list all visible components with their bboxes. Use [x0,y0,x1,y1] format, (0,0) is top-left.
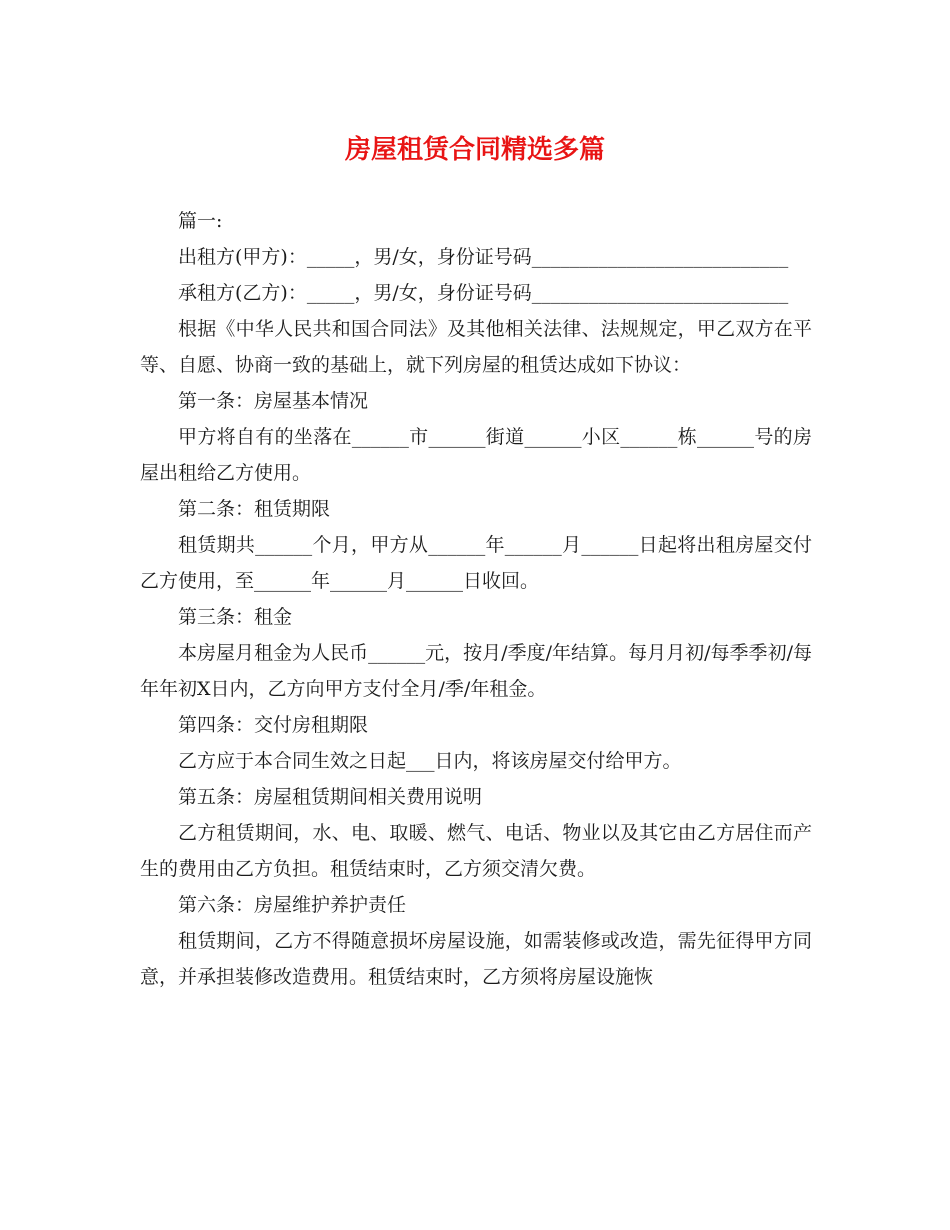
lessor-info-line: 出租方(甲方)：_____，男/女，身份证号码___________________________ [178,246,789,268]
article-1-text: 甲方将自有的坐落在______市______街道______小区______栋______号的房屋出租给乙方使用。 [140,426,812,484]
article-3-heading: 第三条：租金 [178,606,293,628]
article-5-text: 乙方租赁期间，水、电、取暖、燃气、电话、物业以及其它由乙方居住而产生的费用由乙方负担。租赁结束时，乙方须交清欠费。 [140,822,812,880]
article-2-text: 租赁期共______个月，甲方从______年______月______日起将出租房屋交付乙方使用，至______年______月______日收回。 [140,534,812,592]
article-2-heading: 第二条：租赁期限 [178,498,331,520]
article-4-text: 乙方应于本合同生效之日起___日内，将该房屋交付给甲方。 [178,750,682,772]
article-6-text: 租赁期间，乙方不得随意损坏房屋设施，如需装修或改造，需先征得甲方同意，并承担装修改造费用。租赁结束时，乙方须将房屋设施恢 [140,930,812,988]
article-6-heading: 第六条：房屋维护养护责任 [178,894,407,916]
document-body [140,203,812,995]
preamble-paragraph: 根据《中华人民共和国合同法》及其他相关法律、法规规定，甲乙双方在平等、自愿、协商一致的基础上，就下列房屋的租赁达成如下协议： [140,318,812,376]
section-heading-part-one: 篇一: [178,210,223,232]
lessee-info-line: 承租方(乙方)：_____，男/女，身份证号码___________________________ [178,282,789,304]
article-1-heading: 第一条：房屋基本情况 [178,390,369,412]
article-3-text: 本房屋月租金为人民币______元，按月/季度/年结算。每月月初/每季季初/每年年初X日内，乙方向甲方支付全月/季/年租金。 [140,642,812,700]
document-title: 房屋租赁合同精选多篇 [344,135,605,165]
article-5-heading: 第五条：房屋租赁期间相关费用说明 [178,786,483,808]
article-4-heading: 第四条：交付房租期限 [178,714,369,736]
